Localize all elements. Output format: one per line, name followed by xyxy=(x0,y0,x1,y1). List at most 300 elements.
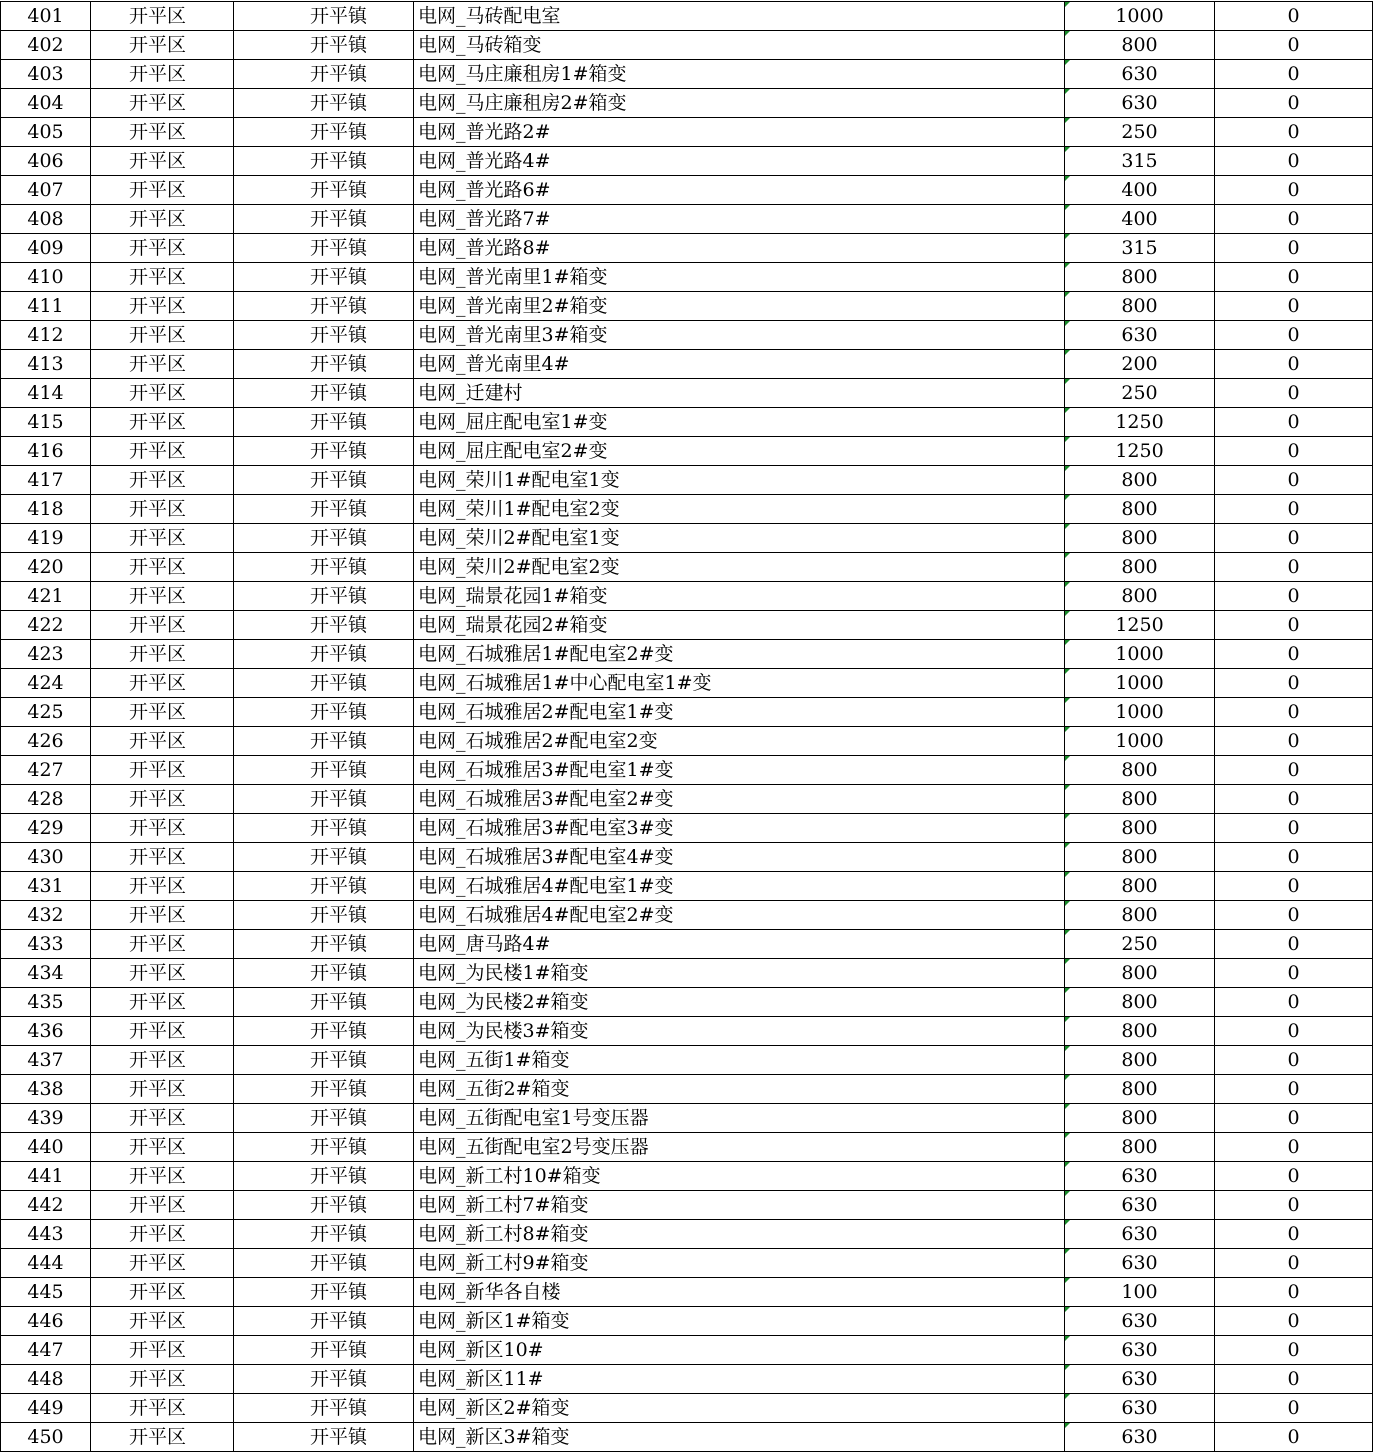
district-cell[interactable] xyxy=(91,1220,234,1249)
station-name-cell[interactable] xyxy=(414,89,1065,118)
station-name-cell[interactable] xyxy=(414,176,1065,205)
station-name-cell[interactable] xyxy=(414,1133,1065,1162)
station-name-cell[interactable] xyxy=(414,901,1065,930)
row-number-cell[interactable] xyxy=(1,582,91,611)
town-cell[interactable] xyxy=(234,2,414,31)
town-cell[interactable] xyxy=(234,698,414,727)
town-cell[interactable] xyxy=(234,1307,414,1336)
value-cell[interactable] xyxy=(1215,176,1373,205)
town-cell[interactable] xyxy=(234,1394,414,1423)
district-cell[interactable] xyxy=(91,350,234,379)
value-cell[interactable] xyxy=(1215,553,1373,582)
town-cell[interactable] xyxy=(234,60,414,89)
value-cell[interactable] xyxy=(1215,959,1373,988)
district-cell[interactable] xyxy=(91,988,234,1017)
station-name-cell[interactable] xyxy=(414,31,1065,60)
town-cell[interactable] xyxy=(234,1075,414,1104)
district-cell[interactable] xyxy=(91,1075,234,1104)
capacity-cell[interactable] xyxy=(1065,1220,1215,1249)
district-cell[interactable] xyxy=(91,1365,234,1394)
value-cell[interactable] xyxy=(1215,814,1373,843)
row-number-cell[interactable] xyxy=(1,350,91,379)
row-number-cell[interactable] xyxy=(1,1423,91,1452)
row-number-cell[interactable] xyxy=(1,321,91,350)
district-cell[interactable] xyxy=(91,524,234,553)
value-cell[interactable] xyxy=(1215,350,1373,379)
row-number-cell[interactable] xyxy=(1,785,91,814)
district-cell[interactable] xyxy=(91,437,234,466)
town-cell[interactable] xyxy=(234,1162,414,1191)
town-cell[interactable] xyxy=(234,930,414,959)
district-cell[interactable] xyxy=(91,118,234,147)
value-cell[interactable] xyxy=(1215,1220,1373,1249)
row-number-cell[interactable] xyxy=(1,1220,91,1249)
value-cell[interactable] xyxy=(1215,147,1373,176)
capacity-cell[interactable] xyxy=(1065,466,1215,495)
value-cell[interactable] xyxy=(1215,785,1373,814)
station-name-cell[interactable] xyxy=(414,1191,1065,1220)
town-cell[interactable] xyxy=(234,437,414,466)
town-cell[interactable] xyxy=(234,234,414,263)
capacity-cell[interactable] xyxy=(1065,234,1215,263)
value-cell[interactable] xyxy=(1215,379,1373,408)
district-cell[interactable] xyxy=(91,466,234,495)
capacity-cell[interactable] xyxy=(1065,611,1215,640)
district-cell[interactable] xyxy=(91,31,234,60)
town-cell[interactable] xyxy=(234,727,414,756)
row-number-cell[interactable] xyxy=(1,1365,91,1394)
value-cell[interactable] xyxy=(1215,205,1373,234)
capacity-cell[interactable] xyxy=(1065,1249,1215,1278)
district-cell[interactable] xyxy=(91,147,234,176)
capacity-cell[interactable] xyxy=(1065,1104,1215,1133)
capacity-cell[interactable] xyxy=(1065,118,1215,147)
station-name-cell[interactable] xyxy=(414,727,1065,756)
town-cell[interactable] xyxy=(234,1191,414,1220)
row-number-cell[interactable] xyxy=(1,611,91,640)
district-cell[interactable] xyxy=(91,292,234,321)
value-cell[interactable] xyxy=(1215,756,1373,785)
value-cell[interactable] xyxy=(1215,495,1373,524)
station-name-cell[interactable] xyxy=(414,1336,1065,1365)
row-number-cell[interactable] xyxy=(1,640,91,669)
district-cell[interactable] xyxy=(91,205,234,234)
town-cell[interactable] xyxy=(234,756,414,785)
capacity-cell[interactable] xyxy=(1065,89,1215,118)
town-cell[interactable] xyxy=(234,640,414,669)
town-cell[interactable] xyxy=(234,669,414,698)
district-cell[interactable] xyxy=(91,1046,234,1075)
capacity-cell[interactable] xyxy=(1065,1307,1215,1336)
capacity-cell[interactable] xyxy=(1065,640,1215,669)
district-cell[interactable] xyxy=(91,1336,234,1365)
district-cell[interactable] xyxy=(91,2,234,31)
row-number-cell[interactable] xyxy=(1,959,91,988)
town-cell[interactable] xyxy=(234,988,414,1017)
station-name-cell[interactable] xyxy=(414,872,1065,901)
town-cell[interactable] xyxy=(234,495,414,524)
row-number-cell[interactable] xyxy=(1,147,91,176)
district-cell[interactable] xyxy=(91,1307,234,1336)
station-name-cell[interactable] xyxy=(414,611,1065,640)
capacity-cell[interactable] xyxy=(1065,988,1215,1017)
value-cell[interactable] xyxy=(1215,582,1373,611)
capacity-cell[interactable] xyxy=(1065,727,1215,756)
capacity-cell[interactable] xyxy=(1065,263,1215,292)
capacity-cell[interactable] xyxy=(1065,1046,1215,1075)
row-number-cell[interactable] xyxy=(1,1394,91,1423)
capacity-cell[interactable] xyxy=(1065,31,1215,60)
town-cell[interactable] xyxy=(234,89,414,118)
row-number-cell[interactable] xyxy=(1,1017,91,1046)
value-cell[interactable] xyxy=(1215,1017,1373,1046)
row-number-cell[interactable] xyxy=(1,1336,91,1365)
capacity-cell[interactable] xyxy=(1065,1017,1215,1046)
capacity-cell[interactable] xyxy=(1065,959,1215,988)
station-name-cell[interactable] xyxy=(414,321,1065,350)
town-cell[interactable] xyxy=(234,1133,414,1162)
row-number-cell[interactable] xyxy=(1,205,91,234)
station-name-cell[interactable] xyxy=(414,1365,1065,1394)
town-cell[interactable] xyxy=(234,1365,414,1394)
station-name-cell[interactable] xyxy=(414,437,1065,466)
district-cell[interactable] xyxy=(91,727,234,756)
town-cell[interactable] xyxy=(234,1423,414,1452)
capacity-cell[interactable] xyxy=(1065,756,1215,785)
row-number-cell[interactable] xyxy=(1,408,91,437)
town-cell[interactable] xyxy=(234,901,414,930)
station-name-cell[interactable] xyxy=(414,408,1065,437)
row-number-cell[interactable] xyxy=(1,234,91,263)
value-cell[interactable] xyxy=(1215,901,1373,930)
row-number-cell[interactable] xyxy=(1,843,91,872)
station-name-cell[interactable] xyxy=(414,1423,1065,1452)
value-cell[interactable] xyxy=(1215,872,1373,901)
value-cell[interactable] xyxy=(1215,1133,1373,1162)
station-name-cell[interactable] xyxy=(414,843,1065,872)
value-cell[interactable] xyxy=(1215,1278,1373,1307)
capacity-cell[interactable] xyxy=(1065,147,1215,176)
town-cell[interactable] xyxy=(234,872,414,901)
capacity-cell[interactable] xyxy=(1065,698,1215,727)
row-number-cell[interactable] xyxy=(1,89,91,118)
district-cell[interactable] xyxy=(91,582,234,611)
row-number-cell[interactable] xyxy=(1,814,91,843)
station-name-cell[interactable] xyxy=(414,1220,1065,1249)
value-cell[interactable] xyxy=(1215,1162,1373,1191)
district-cell[interactable] xyxy=(91,640,234,669)
capacity-cell[interactable] xyxy=(1065,2,1215,31)
row-number-cell[interactable] xyxy=(1,379,91,408)
station-name-cell[interactable] xyxy=(414,1307,1065,1336)
district-cell[interactable] xyxy=(91,1017,234,1046)
station-name-cell[interactable] xyxy=(414,205,1065,234)
row-number-cell[interactable] xyxy=(1,263,91,292)
capacity-cell[interactable] xyxy=(1065,408,1215,437)
row-number-cell[interactable] xyxy=(1,1278,91,1307)
town-cell[interactable] xyxy=(234,408,414,437)
district-cell[interactable] xyxy=(91,1104,234,1133)
town-cell[interactable] xyxy=(234,466,414,495)
value-cell[interactable] xyxy=(1215,89,1373,118)
row-number-cell[interactable] xyxy=(1,118,91,147)
capacity-cell[interactable] xyxy=(1065,872,1215,901)
value-cell[interactable] xyxy=(1215,640,1373,669)
row-number-cell[interactable] xyxy=(1,669,91,698)
value-cell[interactable] xyxy=(1215,1191,1373,1220)
value-cell[interactable] xyxy=(1215,31,1373,60)
capacity-cell[interactable] xyxy=(1065,669,1215,698)
district-cell[interactable] xyxy=(91,1423,234,1452)
town-cell[interactable] xyxy=(234,1104,414,1133)
station-name-cell[interactable] xyxy=(414,756,1065,785)
row-number-cell[interactable] xyxy=(1,466,91,495)
row-number-cell[interactable] xyxy=(1,1162,91,1191)
value-cell[interactable] xyxy=(1215,1046,1373,1075)
value-cell[interactable] xyxy=(1215,611,1373,640)
capacity-cell[interactable] xyxy=(1065,814,1215,843)
district-cell[interactable] xyxy=(91,930,234,959)
district-cell[interactable] xyxy=(91,60,234,89)
station-name-cell[interactable] xyxy=(414,495,1065,524)
capacity-cell[interactable] xyxy=(1065,205,1215,234)
district-cell[interactable] xyxy=(91,321,234,350)
value-cell[interactable] xyxy=(1215,1104,1373,1133)
value-cell[interactable] xyxy=(1215,60,1373,89)
value-cell[interactable] xyxy=(1215,118,1373,147)
row-number-cell[interactable] xyxy=(1,553,91,582)
district-cell[interactable] xyxy=(91,669,234,698)
station-name-cell[interactable] xyxy=(414,1017,1065,1046)
station-name-cell[interactable] xyxy=(414,1075,1065,1104)
capacity-cell[interactable] xyxy=(1065,1162,1215,1191)
row-number-cell[interactable] xyxy=(1,698,91,727)
row-number-cell[interactable] xyxy=(1,524,91,553)
station-name-cell[interactable] xyxy=(414,1394,1065,1423)
row-number-cell[interactable] xyxy=(1,1104,91,1133)
value-cell[interactable] xyxy=(1215,466,1373,495)
value-cell[interactable] xyxy=(1215,727,1373,756)
row-number-cell[interactable] xyxy=(1,901,91,930)
row-number-cell[interactable] xyxy=(1,756,91,785)
value-cell[interactable] xyxy=(1215,437,1373,466)
district-cell[interactable] xyxy=(91,872,234,901)
town-cell[interactable] xyxy=(234,553,414,582)
town-cell[interactable] xyxy=(234,263,414,292)
town-cell[interactable] xyxy=(234,205,414,234)
district-cell[interactable] xyxy=(91,379,234,408)
district-cell[interactable] xyxy=(91,1191,234,1220)
town-cell[interactable] xyxy=(234,118,414,147)
station-name-cell[interactable] xyxy=(414,785,1065,814)
capacity-cell[interactable] xyxy=(1065,582,1215,611)
station-name-cell[interactable] xyxy=(414,292,1065,321)
capacity-cell[interactable] xyxy=(1065,1394,1215,1423)
town-cell[interactable] xyxy=(234,785,414,814)
station-name-cell[interactable] xyxy=(414,669,1065,698)
district-cell[interactable] xyxy=(91,263,234,292)
district-cell[interactable] xyxy=(91,495,234,524)
town-cell[interactable] xyxy=(234,1017,414,1046)
row-number-cell[interactable] xyxy=(1,60,91,89)
station-name-cell[interactable] xyxy=(414,379,1065,408)
capacity-cell[interactable] xyxy=(1065,176,1215,205)
capacity-cell[interactable] xyxy=(1065,350,1215,379)
row-number-cell[interactable] xyxy=(1,1191,91,1220)
capacity-cell[interactable] xyxy=(1065,930,1215,959)
district-cell[interactable] xyxy=(91,408,234,437)
row-number-cell[interactable] xyxy=(1,872,91,901)
value-cell[interactable] xyxy=(1215,1249,1373,1278)
value-cell[interactable] xyxy=(1215,321,1373,350)
town-cell[interactable] xyxy=(234,959,414,988)
town-cell[interactable] xyxy=(234,350,414,379)
value-cell[interactable] xyxy=(1215,930,1373,959)
capacity-cell[interactable] xyxy=(1065,1278,1215,1307)
district-cell[interactable] xyxy=(91,553,234,582)
district-cell[interactable] xyxy=(91,785,234,814)
district-cell[interactable] xyxy=(91,611,234,640)
station-name-cell[interactable] xyxy=(414,263,1065,292)
value-cell[interactable] xyxy=(1215,988,1373,1017)
station-name-cell[interactable] xyxy=(414,640,1065,669)
capacity-cell[interactable] xyxy=(1065,1191,1215,1220)
town-cell[interactable] xyxy=(234,176,414,205)
station-name-cell[interactable] xyxy=(414,582,1065,611)
town-cell[interactable] xyxy=(234,31,414,60)
district-cell[interactable] xyxy=(91,843,234,872)
capacity-cell[interactable] xyxy=(1065,1075,1215,1104)
town-cell[interactable] xyxy=(234,582,414,611)
district-cell[interactable] xyxy=(91,1162,234,1191)
capacity-cell[interactable] xyxy=(1065,785,1215,814)
town-cell[interactable] xyxy=(234,147,414,176)
town-cell[interactable] xyxy=(234,379,414,408)
district-cell[interactable] xyxy=(91,756,234,785)
row-number-cell[interactable] xyxy=(1,31,91,60)
district-cell[interactable] xyxy=(91,698,234,727)
row-number-cell[interactable] xyxy=(1,988,91,1017)
station-name-cell[interactable] xyxy=(414,959,1065,988)
station-name-cell[interactable] xyxy=(414,698,1065,727)
town-cell[interactable] xyxy=(234,1336,414,1365)
value-cell[interactable] xyxy=(1215,1075,1373,1104)
station-name-cell[interactable] xyxy=(414,466,1065,495)
station-name-cell[interactable] xyxy=(414,118,1065,147)
capacity-cell[interactable] xyxy=(1065,553,1215,582)
row-number-cell[interactable] xyxy=(1,727,91,756)
capacity-cell[interactable] xyxy=(1065,1423,1215,1452)
capacity-cell[interactable] xyxy=(1065,60,1215,89)
value-cell[interactable] xyxy=(1215,1423,1373,1452)
station-name-cell[interactable] xyxy=(414,1249,1065,1278)
district-cell[interactable] xyxy=(91,1278,234,1307)
town-cell[interactable] xyxy=(234,611,414,640)
town-cell[interactable] xyxy=(234,814,414,843)
station-name-cell[interactable] xyxy=(414,524,1065,553)
station-name-cell[interactable] xyxy=(414,930,1065,959)
station-name-cell[interactable] xyxy=(414,1278,1065,1307)
capacity-cell[interactable] xyxy=(1065,379,1215,408)
row-number-cell[interactable] xyxy=(1,1307,91,1336)
town-cell[interactable] xyxy=(234,524,414,553)
capacity-cell[interactable] xyxy=(1065,321,1215,350)
town-cell[interactable] xyxy=(234,1278,414,1307)
district-cell[interactable] xyxy=(91,1394,234,1423)
station-name-cell[interactable] xyxy=(414,234,1065,263)
district-cell[interactable] xyxy=(91,959,234,988)
district-cell[interactable] xyxy=(91,89,234,118)
district-cell[interactable] xyxy=(91,1133,234,1162)
row-number-cell[interactable] xyxy=(1,1075,91,1104)
station-name-cell[interactable] xyxy=(414,147,1065,176)
district-cell[interactable] xyxy=(91,814,234,843)
value-cell[interactable] xyxy=(1215,1336,1373,1365)
town-cell[interactable] xyxy=(234,292,414,321)
town-cell[interactable] xyxy=(234,1220,414,1249)
town-cell[interactable] xyxy=(234,1046,414,1075)
town-cell[interactable] xyxy=(234,321,414,350)
capacity-cell[interactable] xyxy=(1065,495,1215,524)
station-name-cell[interactable] xyxy=(414,60,1065,89)
value-cell[interactable] xyxy=(1215,263,1373,292)
value-cell[interactable] xyxy=(1215,1307,1373,1336)
value-cell[interactable] xyxy=(1215,843,1373,872)
value-cell[interactable] xyxy=(1215,524,1373,553)
row-number-cell[interactable] xyxy=(1,2,91,31)
value-cell[interactable] xyxy=(1215,698,1373,727)
capacity-cell[interactable] xyxy=(1065,292,1215,321)
row-number-cell[interactable] xyxy=(1,1046,91,1075)
station-name-cell[interactable] xyxy=(414,1104,1065,1133)
value-cell[interactable] xyxy=(1215,292,1373,321)
station-name-cell[interactable] xyxy=(414,1162,1065,1191)
station-name-cell[interactable] xyxy=(414,2,1065,31)
value-cell[interactable] xyxy=(1215,1365,1373,1394)
town-cell[interactable] xyxy=(234,1249,414,1278)
value-cell[interactable] xyxy=(1215,2,1373,31)
row-number-cell[interactable] xyxy=(1,292,91,321)
district-cell[interactable] xyxy=(91,1249,234,1278)
capacity-cell[interactable] xyxy=(1065,524,1215,553)
row-number-cell[interactable] xyxy=(1,176,91,205)
capacity-cell[interactable] xyxy=(1065,901,1215,930)
row-number-cell[interactable] xyxy=(1,437,91,466)
value-cell[interactable] xyxy=(1215,1394,1373,1423)
capacity-cell[interactable] xyxy=(1065,1133,1215,1162)
district-cell[interactable] xyxy=(91,901,234,930)
district-cell[interactable] xyxy=(91,234,234,263)
station-name-cell[interactable] xyxy=(414,553,1065,582)
capacity-cell[interactable] xyxy=(1065,437,1215,466)
row-number-cell[interactable] xyxy=(1,495,91,524)
capacity-cell[interactable] xyxy=(1065,843,1215,872)
row-number-cell[interactable] xyxy=(1,930,91,959)
town-cell[interactable] xyxy=(234,843,414,872)
row-number-cell[interactable] xyxy=(1,1133,91,1162)
station-name-cell[interactable] xyxy=(414,988,1065,1017)
value-cell[interactable] xyxy=(1215,669,1373,698)
value-cell[interactable] xyxy=(1215,408,1373,437)
row-number-cell[interactable] xyxy=(1,1249,91,1278)
district-cell[interactable] xyxy=(91,176,234,205)
station-name-cell[interactable] xyxy=(414,1046,1065,1075)
value-cell[interactable] xyxy=(1215,234,1373,263)
capacity-cell[interactable] xyxy=(1065,1365,1215,1394)
capacity-cell[interactable] xyxy=(1065,1336,1215,1365)
station-name-cell[interactable] xyxy=(414,350,1065,379)
station-name-cell[interactable] xyxy=(414,814,1065,843)
